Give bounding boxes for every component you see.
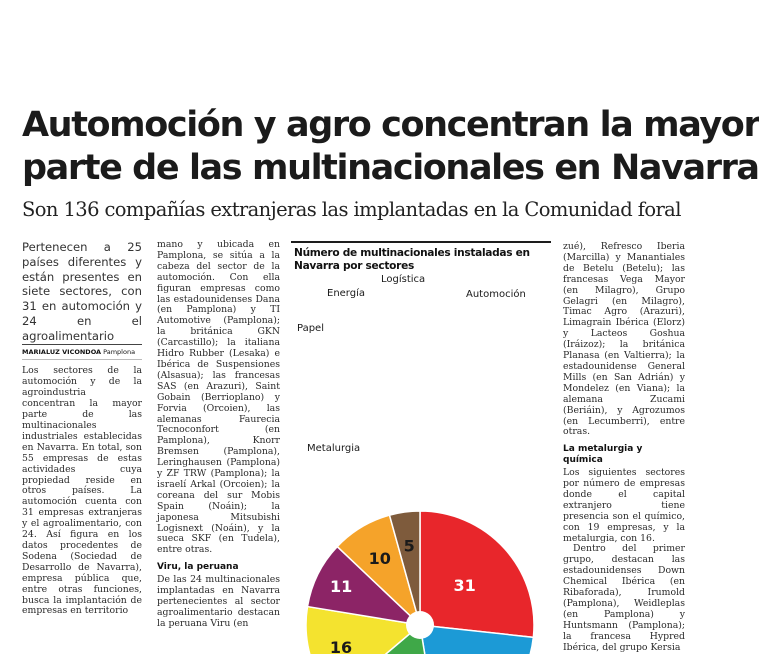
column-3-body: zué), Refresco Iberia (Marcilla) y Manantiales de Betelu (Betelu); las francesas Vega Mayor (en Milagro), Grupo Gelagri (en Milagro), Timac Agro (Arazuri), Limagrain Ibérica (Elorz) y Lacteos Goshua (Iráizoz); la británica Planasa (en Valtierra); la estadounidense General Mills (en San Adrián) y Mondelez (en Viana); la alemana Zucami (Beriáin), y Agrozumos (en Lecumberri), entre otras. — [563, 241, 685, 438]
column-2-body: mano y ubicada en Pamplona, se sitúa a la cabeza del sector de la automoción. Con ella figuran empresas como las estadounidenses Dana (en Pamplona) y TI Automotive (Pamplona); la británica GKN (Carcastillo); la italiana Hidro Rubber (Lesaka) e Ibérica de Suspensiones (Alsasua); las francesas SAS (en Arazuri), Saint Gobain (Berrioplano) y Forvia (Orcoien), las alemanas Faurecia Tecnoconfort (en Pamplona), Knorr Bremsen (Pamplona), Leringhausen (Pamplona) y ZF TRW (Pamplona); la israelí Arkal (Orcoien); la coreana del sur Mobis Spain (Noáin); la japonesa Mitsubishi Logisnext (Noáin), y la sueca SKF (en Tudela), entre otras. — [157, 239, 280, 556]
column-3-body-2: Los siguientes sectores por número de empresas donde el capital extranjero tiene presencia son el químico, con 19 empresas, y la metalurgia, con 16. — [563, 467, 685, 544]
pie-chart — [291, 241, 551, 654]
pie-center-hole — [406, 611, 434, 639]
pie-value-label: 16 — [329, 637, 353, 654]
pie-value-label: 31 — [453, 575, 476, 595]
headline — [22, 104, 759, 190]
subtitle: Son 136 compañías extranjeras las implantadas en la Comunidad foral — [22, 198, 681, 221]
byline-author: MARIALUZ VICONDOA — [22, 347, 102, 356]
byline-place: Pamplona — [103, 347, 136, 356]
pie-category-label: Logística — [381, 274, 426, 285]
column-1-body: Los sectores de la automoción y de la agroindustria concentran la mayor parte de las multinacionales industriales establecidas en Navarra. En total, son 55 empresas de estas actividades cuya propiedad reside en otros países. La automoción cuenta con 31 empresas extranjeras y el agroalimentario, con 24. Así figura en los datos procedentes de Sodena (Sociedad de Desarrollo de Navarra), empresa pública que, entre otras funciones, busca la implantación de empresas en territorio — [22, 365, 142, 617]
column-1 — [22, 240, 142, 617]
chart-title: Número de multinacionales instaladas en Navarra por sectores — [294, 247, 530, 272]
subhead-viru: Viru, la peruana — [157, 562, 239, 573]
pie-category-label: Metalurgia — [307, 443, 361, 454]
column-2-body-2: De las 24 multinacionales implantadas en Navarra pertenecientes al sector agroalimentario destacan la peruana Viru (en — [157, 574, 280, 629]
column-3-body-3: Dentro del primer grupo, destacan las estadounidenses Down Chemical Ibérica (en Ribaforada), Irumold (Pamplona), Weidleplas (en Pamplona) y Huntsmann (Pamplona); la francesa Hypred Ibérica, del grupo Kersia — [563, 543, 685, 653]
pie-category-label: Automoción — [466, 289, 526, 300]
column-3 — [563, 242, 685, 654]
pie-category-label: Energía — [327, 288, 365, 299]
column-2 — [157, 240, 280, 630]
sector-chart — [291, 241, 551, 654]
subhead-metalurgia-quimica: La metalurgia y química — [563, 444, 643, 466]
pie-category-label: Papel — [297, 323, 324, 334]
lead-text: Pertenecen a 25 países diferentes y están presentes en siete sectores, con 31 en automoción y 24 en el agroalimentario — [22, 240, 142, 343]
pie-value-label: 5 — [403, 536, 415, 556]
pie-value-label: 10 — [368, 549, 391, 569]
headline-line-2: parte de las multinacionales en Navarra — [22, 148, 759, 188]
pie-slice — [420, 511, 534, 637]
pie-value-label: 11 — [330, 576, 353, 596]
byline — [22, 344, 142, 361]
headline-line-1: Automoción y agro concentran la mayor — [22, 105, 759, 145]
